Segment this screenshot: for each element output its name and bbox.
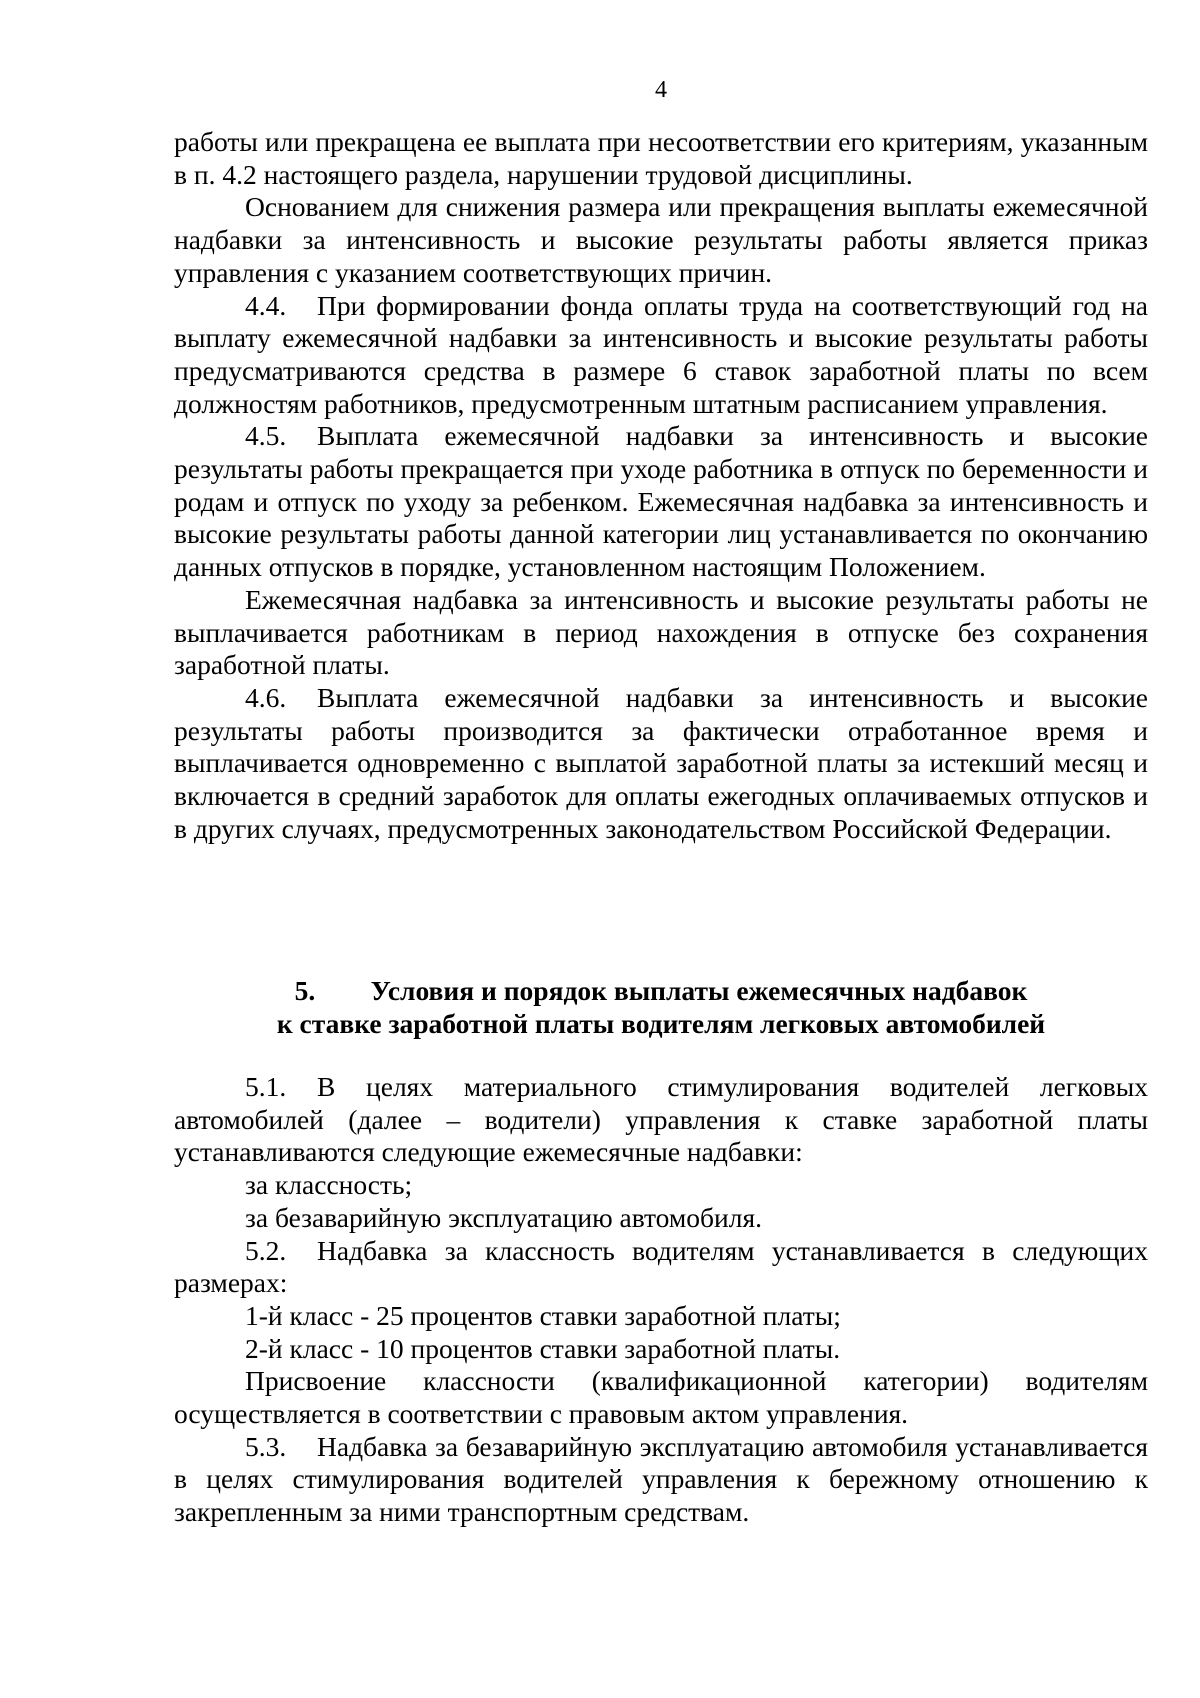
- clause-text: Выплата ежемесячной надбавки за интенсивность и высокие результаты работы прекращается при уходе работника в отпуск по беременности и родам и отпуск по уходу за ребенком. Ежемесячная надбавка за интенсивность и высокие результаты работы данной категории лиц устанавливается по окончанию данных отпусков в порядке, установленном настоящим Положением.: [174, 420, 1148, 583]
- paragraph-unpaid-leave: Ежемесячная надбавка за интенсивность и высокие результаты работы не выплачивается работникам в период нахождения в отпуске без сохранения заработной платы.: [174, 583, 1148, 681]
- page-number: 4: [655, 77, 667, 103]
- clause-number: 5.2.: [245, 1234, 287, 1266]
- section-title-line1: Условия и порядок выплаты ежемесячных надбавок: [370, 975, 1028, 1006]
- clause-text: Надбавка за классность водителям устанавливается в следующих размерах:: [174, 1234, 1148, 1299]
- clause-number: 5.1.: [245, 1071, 287, 1102]
- clause-5-3: [174, 1431, 1148, 1529]
- section-5-heading: [174, 975, 1148, 1040]
- clause-number: 4.6.: [245, 681, 287, 713]
- section-5-heading-line1: [174, 975, 1148, 1008]
- clause-text: Надбавка за безаварийную эксплуатацию автомобиля устанавливается в целях стимулирования водителей управления к бережному отношению к закрепленным за ними транспортным средствам.: [174, 1430, 1148, 1528]
- clause-text: Выплата ежемесячной надбавки за интенсивность и высокие результаты работы производится за фактически отработанное время и выплачивается одновременно с выплатой заработной платы за истекший месяц и включается в средний заработок для оплаты ежегодных оплачиваемых отпусков и в других случаях, предусмотренных законодательством Российской Федерации.: [174, 681, 1148, 844]
- paragraph-class-assignment: Присвоение классности (квалификационной категории) водителям осуществляется в соответствии с правовым актом управления.: [174, 1365, 1148, 1430]
- clause-text: В целях материального стимулирования водителей легковых автомобилей (далее – водители) управления к ставке заработной платы устанавливаются следующие ежемесячные надбавки:: [174, 1071, 1148, 1168]
- clause-4-5: [174, 420, 1148, 584]
- clause-5-1: [174, 1071, 1148, 1169]
- clause-text: При формировании фонда оплаты труда на соответствующий год на выплату ежемесячной надбавки за интенсивность и высокие результаты работы предусматриваются средства в размере 6 ставок заработной платы по всем должностям работников, предусмотренным штатным расписанием управления.: [174, 289, 1148, 419]
- section-number: 5.: [294, 975, 316, 1006]
- clause-4-4: [174, 290, 1148, 421]
- clause-5-2: [174, 1235, 1148, 1300]
- clause-number: 4.4.: [245, 289, 287, 321]
- paragraph-basis: Основанием для снижения размера или прекращения выплаты ежемесячной надбавки за интенсивность и высокие результаты работы является приказ управления с указанием соответствующих причин.: [174, 191, 1148, 288]
- list-item: 1-й класс - 25 процентов ставки заработной платы;: [245, 1299, 841, 1331]
- clause-number: 4.5.: [245, 420, 287, 452]
- list-item: за безаварийную эксплуатацию автомобиля.: [245, 1201, 762, 1233]
- list-item: 2-й класс - 10 процентов ставки заработной платы.: [245, 1332, 841, 1364]
- section-5-text: [174, 1071, 1148, 1529]
- list-item: за классность;: [245, 1169, 413, 1201]
- clause-4-6: [174, 682, 1148, 846]
- section-title-line2: к ставке заработной платы водителям легковых автомобилей: [276, 1007, 1046, 1039]
- clause-number: 5.3.: [245, 1430, 287, 1462]
- paragraph-continuation: работы или прекращена ее выплата при несоответствии его критериям, указанным в п. 4.2 настоящего раздела, нарушении трудовой дисциплины.: [174, 126, 1148, 190]
- section-4-text: [174, 126, 1148, 845]
